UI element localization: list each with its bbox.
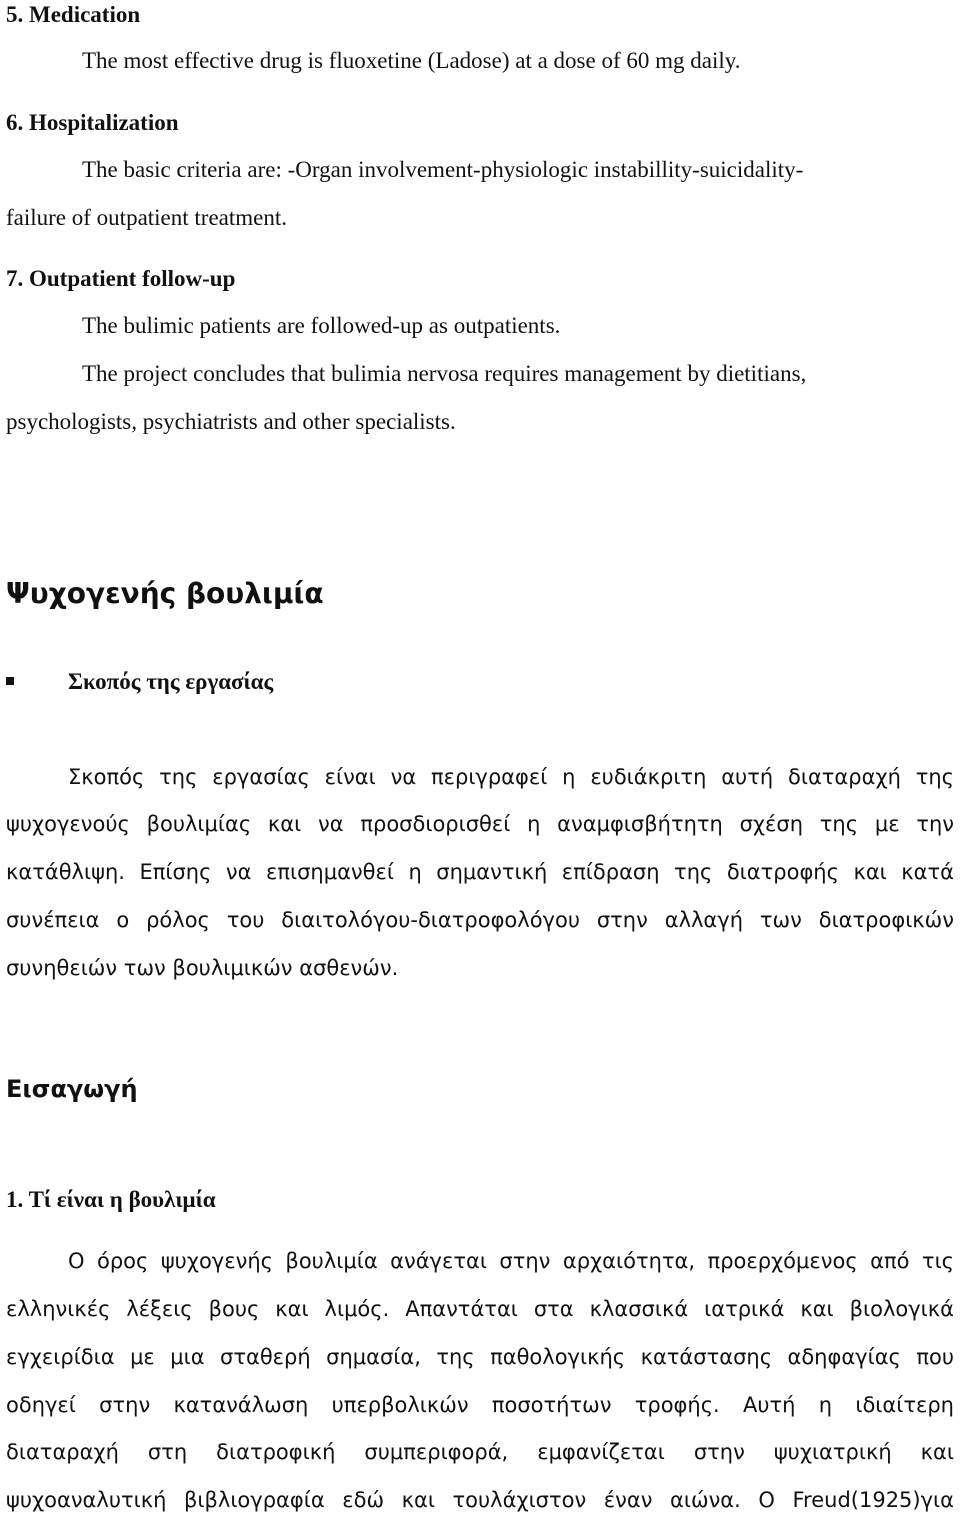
medication-heading: 5. Medication xyxy=(6,2,141,27)
what-is-bulimia-heading: 1. Τί είναι η βουλιμία xyxy=(6,1187,216,1212)
hospitalization-heading: 6. Hospitalization xyxy=(6,110,179,135)
followup-text-line2: The project concludes that bulimia nervosa requires management by dietitians, xyxy=(82,361,807,386)
intro-paragraph-line: ψυχοαναλυτική βιβλιογραφία εδώ και τουλάχιστον έναν αιώνα. Ο Freud(1925)για xyxy=(6,1488,954,1512)
medication-text: The most effective drug is fluoxetine (Ladose) at a dose of 60 mg daily. xyxy=(82,48,741,73)
aim-paragraph-line: κατάθλιψη. Επίσης να επισημανθεί η σημαντική επίδραση της διατροφής και κατά xyxy=(6,860,954,884)
intro-paragraph-line: ελληνικές λέξεις βους και λιμός. Απαντάται στα κλασσικά ιατρικά και βιολογικά xyxy=(6,1297,954,1321)
intro-paragraph-line: Ο όρος ψυχογενής βουλιμία ανάγεται στην αρχαιότητα, προερχόμενος από τις xyxy=(68,1249,954,1273)
greek-document-title: Ψυχογενής βουλιμία xyxy=(6,577,324,610)
followup-text-line1: The bulimic patients are followed-up as outpatients. xyxy=(82,313,561,338)
aim-heading: Σκοπός της εργασίας xyxy=(68,669,274,694)
square-bullet-icon xyxy=(6,677,14,685)
followup-text-line3: psychologists, psychiatrists and other specialists. xyxy=(6,409,456,434)
intro-paragraph-line: εγχειρίδια με μια σταθερή σημασία, της παθολογικής κατάστασης αδηφαγίας που xyxy=(6,1345,954,1369)
introduction-heading: Εισαγωγή xyxy=(6,1075,138,1103)
intro-paragraph-line: οδηγεί στην κατανάλωση υπερβολικών ποσοτήτων τροφής. Αυτή η ιδιαίτερη xyxy=(6,1393,954,1417)
aim-paragraph-line: Σκοπός της εργασίας είναι να περιγραφεί η ευδιάκριτη αυτή διαταραχή της xyxy=(68,765,954,789)
aim-paragraph-line: ψυχογενούς βουλιμίας και να προσδιορισθεί η αναμφισβήτητη σχέση της με την xyxy=(6,812,954,836)
aim-paragraph-line: συνέπεια ο ρόλος του διαιτολόγου-διατροφολόγου στην αλλαγή των διατροφικών xyxy=(6,908,954,932)
followup-heading: 7. Outpatient follow-up xyxy=(6,266,236,291)
aim-paragraph-line: συνηθειών των βουλιμικών ασθενών. xyxy=(6,956,399,980)
hospitalization-text-line2: failure of outpatient treatment. xyxy=(6,205,287,230)
intro-paragraph-line: διαταραχή στη διατροφική συμπεριφορά, εμφανίζεται στην ψυχιατρική και xyxy=(6,1440,954,1464)
hospitalization-text-line1: The basic criteria are: -Organ involvement-physiologic instabillity-suicidality- xyxy=(82,157,804,182)
